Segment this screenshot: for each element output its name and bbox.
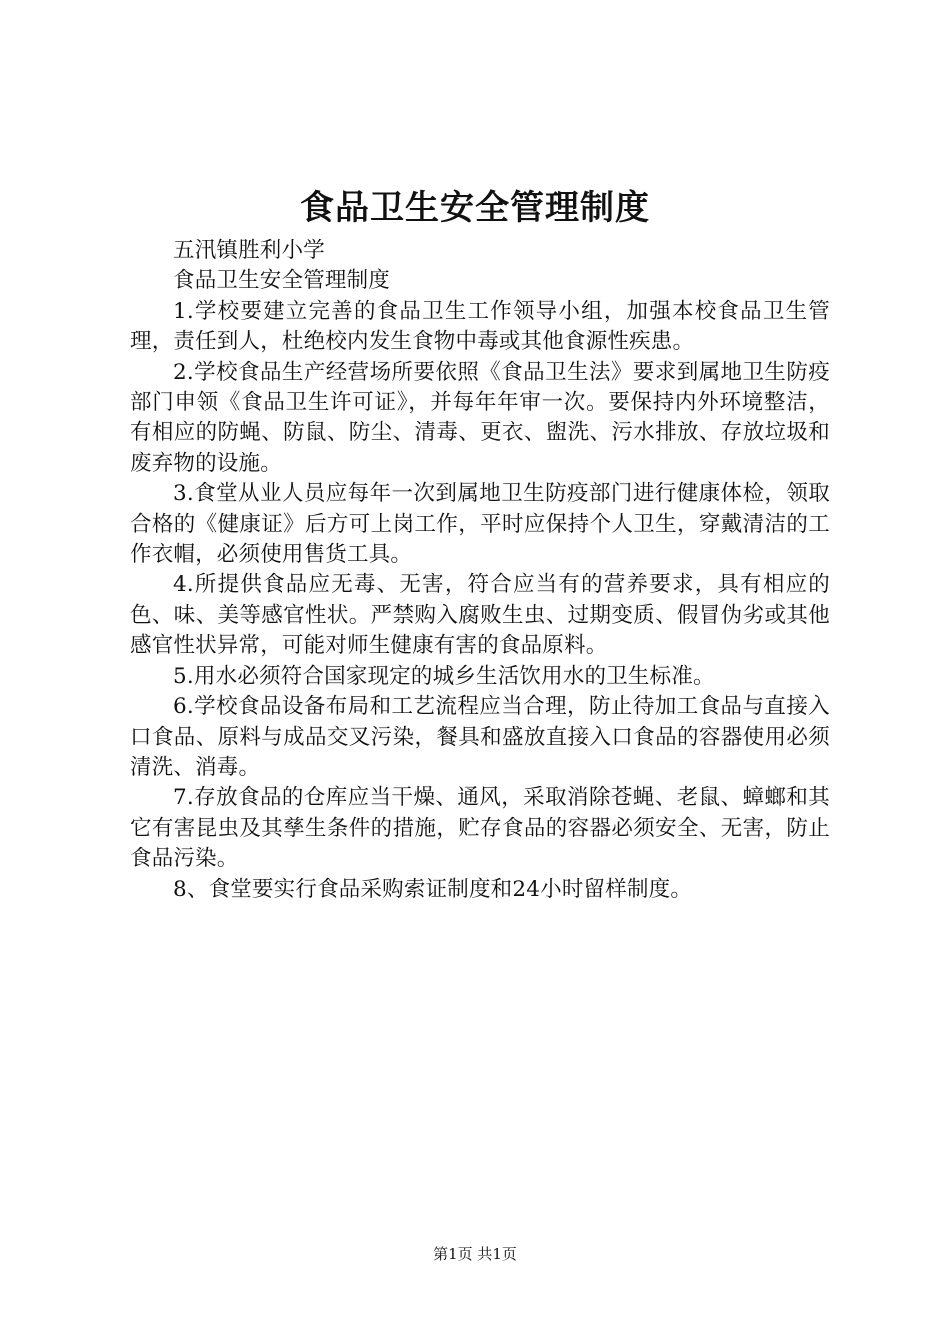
rule-paragraph-1: 1.学校要建立完善的食品卫生工作领导小组，加强本校食品卫生管理，责任到人，杜绝校内发生食物中毒或其他食源性疾患。 [130,298,830,355]
subtitle: 食品卫生安全管理制度 [173,268,391,294]
rule-paragraph-3: 3.食堂从业人员应每年一次到属地卫生防疫部门进行健康体检，领取合格的《健康证》后方可上岗工作，平时应保持个人卫生，穿戴清洁的工作衣帽，必须使用售货工具。 [130,481,830,568]
rule-paragraph-8: 8、食堂要实行食品采购索证制度和24小时留样制度。 [173,876,693,902]
document-title: 食品卫生安全管理制度 [300,188,650,228]
document-body [130,236,830,905]
rule-paragraph-7: 7.存放食品的仓库应当干燥、通风，采取消除苍蝇、老鼠、蟑螂和其它有害昆虫及其孳生条件的措施，贮存食品的容器必须安全、无害，防止食品污染。 [130,785,830,872]
school-name: 五汛镇胜利小学 [173,238,325,263]
rule-paragraph-2: 2.学校食品生产经营场所要依照《食品卫生法》要求到属地卫生防疫部门申领《食品卫生许可证》，并每年年审一次。要保持内外环境整洁，有相应的防蝇、防鼠、防尘、清毒、更衣、盥洗、污水排放、存放垃圾和废弃物的设施。 [130,359,830,476]
rule-paragraph-4: 4.所提供食品应无毒、无害，符合应当有的营养要求，具有相应的色、味、美等感官性状。严禁购入腐败生虫、过期变质、假冒伪劣或其他感官性状异常，可能对师生健康有害的食品原料。 [130,572,830,659]
rule-paragraph-5: 5.用水必须符合国家现定的城乡生活饮用水的卫生标准。 [173,663,715,689]
rule-paragraph-6: 6.学校食品设备布局和工艺流程应当合理，防止待加工食品与直接入口食品、原料与成品交叉污染，餐具和盛放直接入口食品的容器使用必须清洗、消毒。 [130,694,830,780]
page-number-footer: 第1页 共1页 [433,1245,517,1263]
